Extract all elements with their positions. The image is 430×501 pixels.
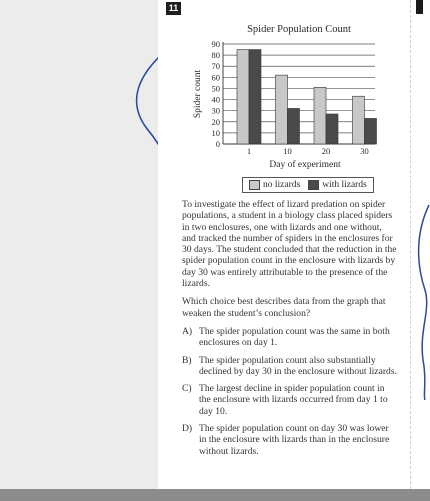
question-number: 11: [166, 2, 181, 15]
y-tick-label: 70: [211, 61, 220, 72]
bar-no-lizards: [237, 50, 249, 144]
bar-with-lizards: [249, 50, 261, 144]
choice-letter: B): [182, 354, 192, 366]
bar-no-lizards: [314, 87, 326, 144]
choice-text: The spider population count was the same in both enclosures on day 1.: [199, 325, 390, 349]
x-tick-label: 20: [321, 146, 331, 156]
y-tick-label: 0: [215, 139, 220, 149]
choice-c[interactable]: [182, 383, 398, 417]
y-tick-label: 80: [211, 50, 220, 61]
x-tick-label: 10: [283, 146, 292, 156]
x-tick-label: 1: [246, 146, 252, 156]
legend-label-no-lizards: no lizards: [263, 180, 301, 190]
question-stem: Which choice best describes data from the graph that weaken the student’s conclusion?: [182, 296, 386, 319]
choice-text: The spider population count on day 30 was lower in the enclosure with lizards than in the enclosure without lizards.: [199, 423, 390, 457]
choice-b[interactable]: [182, 355, 398, 378]
y-tick-label: 90: [211, 39, 220, 49]
x-axis-label: Day of experiment: [269, 160, 341, 170]
bar-no-lizards: [276, 75, 288, 144]
chart-title: Spider Population Count: [247, 24, 351, 35]
choice-a[interactable]: [182, 326, 398, 349]
choice-d[interactable]: [182, 423, 398, 457]
choice-letter: D): [182, 423, 193, 435]
bar-with-lizards: [326, 114, 338, 144]
chart-legend: [242, 177, 374, 193]
choice-text: The spider population count also substantially declined by day 30 in the enclosure without lizards.: [199, 354, 397, 377]
y-tick-label: 40: [211, 94, 220, 105]
y-tick-label: 60: [211, 72, 220, 83]
legend-label-with-lizards: with lizards: [322, 180, 367, 190]
choice-text: The largest decline in spider population count in the enclosure with lizards occurred from day 1 to day 10.: [199, 383, 388, 417]
y-tick-label: 10: [211, 127, 220, 138]
question-passage: [182, 199, 398, 463]
choice-letter: C): [182, 383, 192, 395]
bottom-bar: [0, 489, 430, 501]
y-tick-label: 50: [211, 83, 220, 94]
bar-with-lizards: [288, 108, 300, 144]
y-axis-label: Spider count: [193, 69, 203, 119]
y-tick-label: 30: [211, 105, 220, 116]
legend-swatch-no-lizards: [249, 180, 260, 190]
y-tick-label: 20: [211, 116, 220, 127]
spider-population-chart: [0, 0, 430, 200]
bar-no-lizards: [353, 96, 365, 144]
bar-with-lizards: [365, 118, 377, 144]
x-tick-label: 30: [360, 146, 369, 156]
answer-choices: [182, 326, 398, 457]
choice-letter: A): [182, 325, 193, 337]
legend-swatch-with-lizards: [308, 180, 319, 190]
passage-text: To investigate the effect of lizard predation on spider populations, a student in a biology class placed spiders in two enclosures, one with lizards and one without, and tracked the number of spiders in the enclosures for 30 days. The student concluded that the reduction in the spider population count in the enclosure with lizards by day 30 was entirely attributable to the presence of the lizards.: [182, 199, 397, 290]
